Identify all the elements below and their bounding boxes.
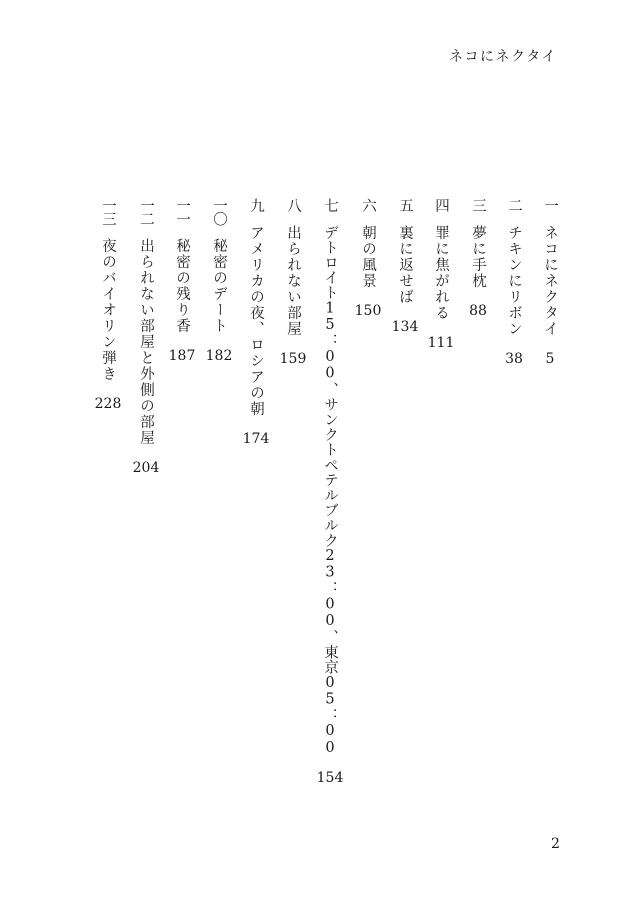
toc-entry-page: 150 bbox=[354, 302, 382, 319]
toc-entry-title: アメリカの夜、ロシアの朝 bbox=[248, 224, 264, 417]
toc-entry-title: デトロイト15：00、サンクトペテルブルク23：00、東京05：00 bbox=[322, 224, 338, 756]
toc-entry-6 bbox=[354, 198, 382, 319]
toc-entry-number: 五 bbox=[397, 198, 413, 212]
toc-entry-title: 秘密のデート bbox=[211, 238, 227, 334]
toc-entry-title: 朝の風景 bbox=[360, 224, 376, 289]
toc-entry-title: ネコにネクタイ bbox=[542, 224, 558, 337]
toc-entry-number: 七 bbox=[322, 198, 338, 212]
toc-entry-title: 出られない部屋と外側の部屋 bbox=[138, 238, 154, 446]
toc-entry-page: 111 bbox=[427, 334, 455, 351]
toc-entry-page: 204 bbox=[132, 460, 160, 476]
toc-entry-title: 出られない部屋 bbox=[285, 224, 301, 337]
toc-entry-title: 秘密の残り香 bbox=[174, 238, 190, 334]
toc-entry-number: 一 bbox=[542, 198, 558, 212]
running-title: ネコにネクタイ bbox=[449, 49, 557, 65]
toc-entry-page: 182 bbox=[205, 348, 233, 364]
toc-entry-2 bbox=[503, 198, 525, 367]
toc-entry-9 bbox=[242, 198, 270, 447]
toc-entry-number: 一三 bbox=[100, 198, 116, 225]
toc-entry-title: 裏に返せば bbox=[397, 224, 413, 305]
toc-entry-5 bbox=[391, 198, 419, 335]
toc-entry-page: 154 bbox=[316, 769, 344, 786]
toc-entry-number: 二 bbox=[506, 198, 522, 212]
toc-entry-7 bbox=[316, 198, 344, 786]
toc-entry-page: 187 bbox=[168, 348, 196, 364]
toc-entry-number: 一一 bbox=[174, 198, 190, 225]
toc-entry-1 bbox=[539, 198, 561, 367]
toc-entry-page: 5 bbox=[545, 350, 555, 367]
toc-entry-title: 夜のバイオリン弾き bbox=[100, 238, 116, 382]
toc-entry-13 bbox=[94, 198, 122, 412]
toc-entry-8 bbox=[279, 198, 307, 367]
toc-entry-page: 228 bbox=[94, 396, 122, 412]
toc-entry-number: 一二 bbox=[138, 198, 154, 225]
toc-entry-3 bbox=[467, 198, 489, 319]
toc-entry-page: 88 bbox=[469, 302, 487, 319]
toc-entry-number: 六 bbox=[360, 198, 376, 212]
toc-entry-4 bbox=[427, 198, 455, 351]
toc-entry-number: 八 bbox=[285, 198, 301, 212]
toc-entry-title: 罪に焦がれる bbox=[433, 224, 449, 321]
toc-entry-number: 一〇 bbox=[211, 198, 227, 225]
toc-entry-number: 九 bbox=[248, 198, 264, 212]
toc-entry-page: 174 bbox=[242, 430, 270, 447]
toc-entry-page: 159 bbox=[279, 350, 307, 367]
page-number: 2 bbox=[551, 836, 560, 852]
toc-entry-page: 134 bbox=[391, 318, 419, 335]
toc-entry-title: チキンにリボン bbox=[506, 224, 522, 337]
toc-entry-12 bbox=[132, 198, 160, 476]
toc-entry-number: 四 bbox=[433, 198, 449, 212]
toc-entry-title: 夢に手枕 bbox=[470, 224, 486, 289]
toc-entry-11 bbox=[168, 198, 196, 364]
toc-entry-number: 三 bbox=[470, 198, 486, 212]
toc-entry-10 bbox=[205, 198, 233, 364]
toc-entry-page: 38 bbox=[505, 350, 523, 367]
